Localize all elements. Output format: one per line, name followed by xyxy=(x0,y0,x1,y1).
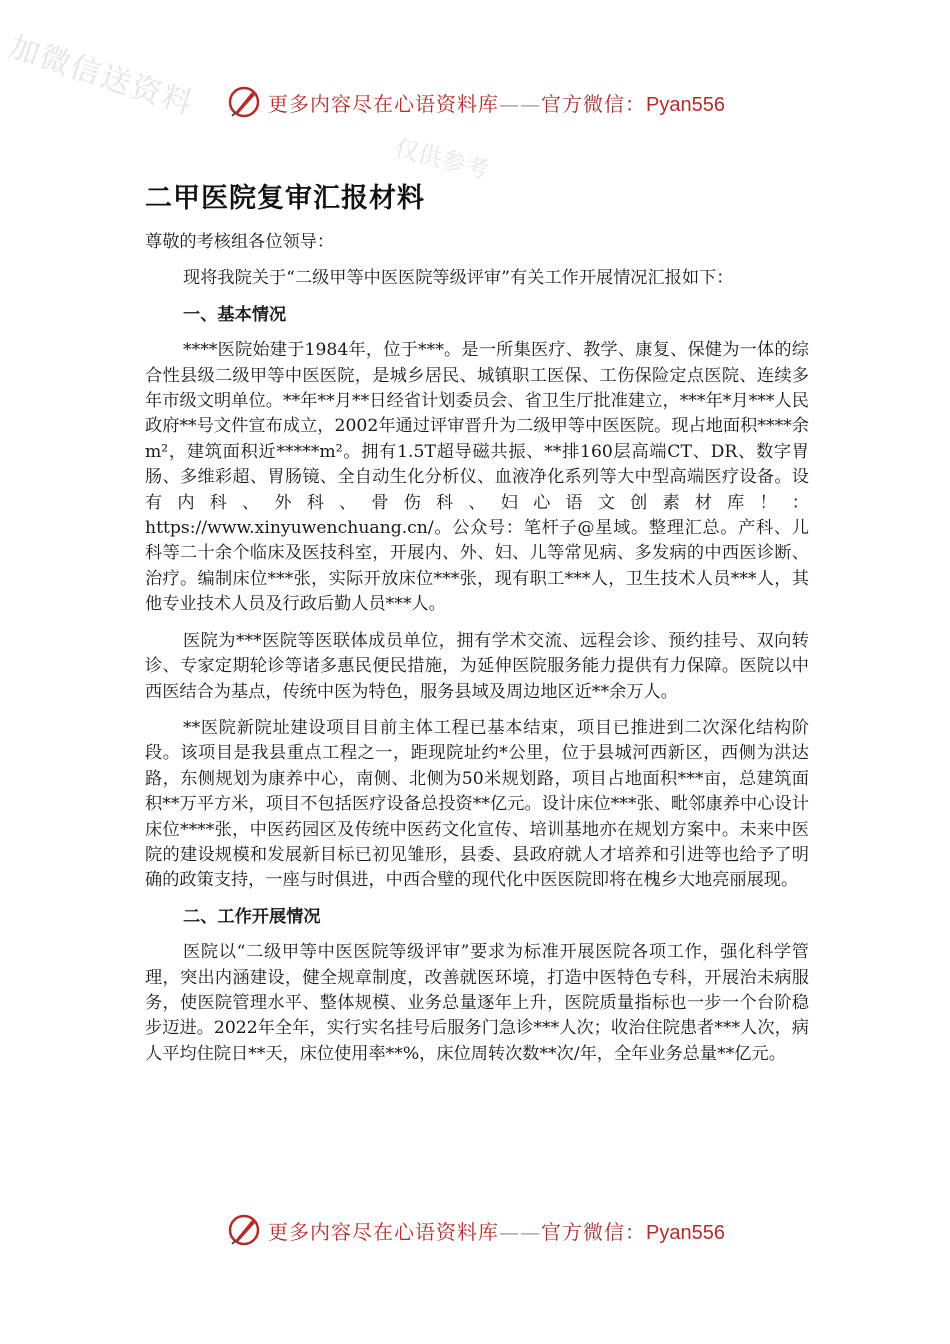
section-heading-work-progress: 二、工作开展情况 xyxy=(183,906,321,927)
quill-pen-logo-icon xyxy=(226,1212,262,1248)
brand-wechat-label: 官方微信： xyxy=(541,91,646,116)
paragraph: **医院新院址建设项目目前主体工程已基本结束，项目已推进到二次深化结构阶段。该项目是我县重点工程之一，距现院址约*公里，位于县城河西新区，西侧为洪达路，东侧规划为康养中心，南侧、北侧为50米规划路，项目占地面积***亩，总建筑面积**万平方米，项目不包括医疗设备总投资**亿元。设计床位***张、毗邻康养中心设计床位****张，中医药园区及传统中医药文化宣传、培训基地亦在规划方案中。未来中医院的建设规模和发展新目标已初见雏形，县委、县政府就人才培养和引进等也给予了明确的政策支持，一座与时俱进，中西合璧的现代化中医医院即将在槐乡大地亮丽展现。 xyxy=(145,717,809,891)
brand-wechat-id: Pyan556 xyxy=(646,93,725,116)
section-heading-basic-info: 一、基本情况 xyxy=(183,304,287,325)
footer-brand-banner xyxy=(226,1208,725,1252)
quill-pen-logo-icon xyxy=(226,84,262,120)
brand-separator: —— xyxy=(499,1219,541,1244)
footer-brand-text xyxy=(268,1216,725,1245)
document-body xyxy=(145,230,809,1067)
watermark-text-secondary: 仅供参考 xyxy=(391,133,492,185)
paragraph: 医院为***医院等医联体成员单位，拥有学术交流、远程会诊、预约挂号、双向转诊、专家定期轮诊等诸多惠民便民措施，为延伸医院服务能力提供有力保障。医院以中西医结合为基点，传统中医为特色，服务县域及周边地区近**余万人。 xyxy=(145,630,809,702)
paragraph: ****医院始建于1984年，位于***。是一所集医疗、教学、康复、保健为一体的综合性县级二级甲等中医医院，是城乡居民、城镇职工医保、工伤保险定点医院、连续多年市级文明单位。**年**月**日经省计划委员会、省卫生厅批准建立，***年*月***人民政府**号文件宣布成立，2002年通过评审晋升为二级甲等中医医院。现占地面积****余m²，建筑面积近*****m²。拥有1.5T超导磁共振、**排160层高端CT、DR、数字胃肠、多维彩超、胃肠镜、全自动生化分析仪、血液净化系列等大中型高端医疗设备。设有内科、外科、骨伤科、妇心语文创素材库！：https://www.xinyuwenchuang.cn/。公众号：笔杆子@星域。整理汇总。产科、儿科等二十余个临床及医技科室，开展内、外、妇、儿等常见病、多发病的中西医诊断、治疗。编制床位***张，实际开放床位***张，现有职工***人，卫生技术人员***人，其他专业技术人员及行政后勤人员***人。 xyxy=(145,340,809,615)
watermark-text: 加微信送资料 xyxy=(4,29,199,123)
brand-wechat-label: 官方微信： xyxy=(541,1219,646,1244)
brand-main-text: 更多内容尽在心语资料库 xyxy=(268,91,499,116)
header-brand-banner xyxy=(226,80,725,124)
intro-paragraph: 现将我院关于“二级甲等中医医院等级评审”有关工作开展情况汇报如下： xyxy=(183,268,734,289)
document-title: 二甲医院复审汇报材料 xyxy=(145,183,425,214)
paragraph: 医院以“二级甲等中医医院等级评审”要求为标准开展医院各项工作，强化科学管理，突出内涵建设，健全规章制度，改善就医环境，打造中医特色专科，开展治未病服务，使医院管理水平、整体规模、业务总量逐年上升，医院质量指标也一步一个台阶稳步迈进。2022年全年，实行实名挂号后服务门急诊***人次；收治住院患者***人次，病人平均住院日**天，床位使用率**%，床位周转次数**次/年，全年业务总量**亿元。 xyxy=(145,942,809,1064)
brand-wechat-id: Pyan556 xyxy=(646,1221,725,1244)
greeting: 尊敬的考核组各位领导： xyxy=(145,232,335,252)
brand-main-text: 更多内容尽在心语资料库 xyxy=(268,1219,499,1244)
brand-separator: —— xyxy=(499,91,541,116)
header-brand-text xyxy=(268,88,725,117)
